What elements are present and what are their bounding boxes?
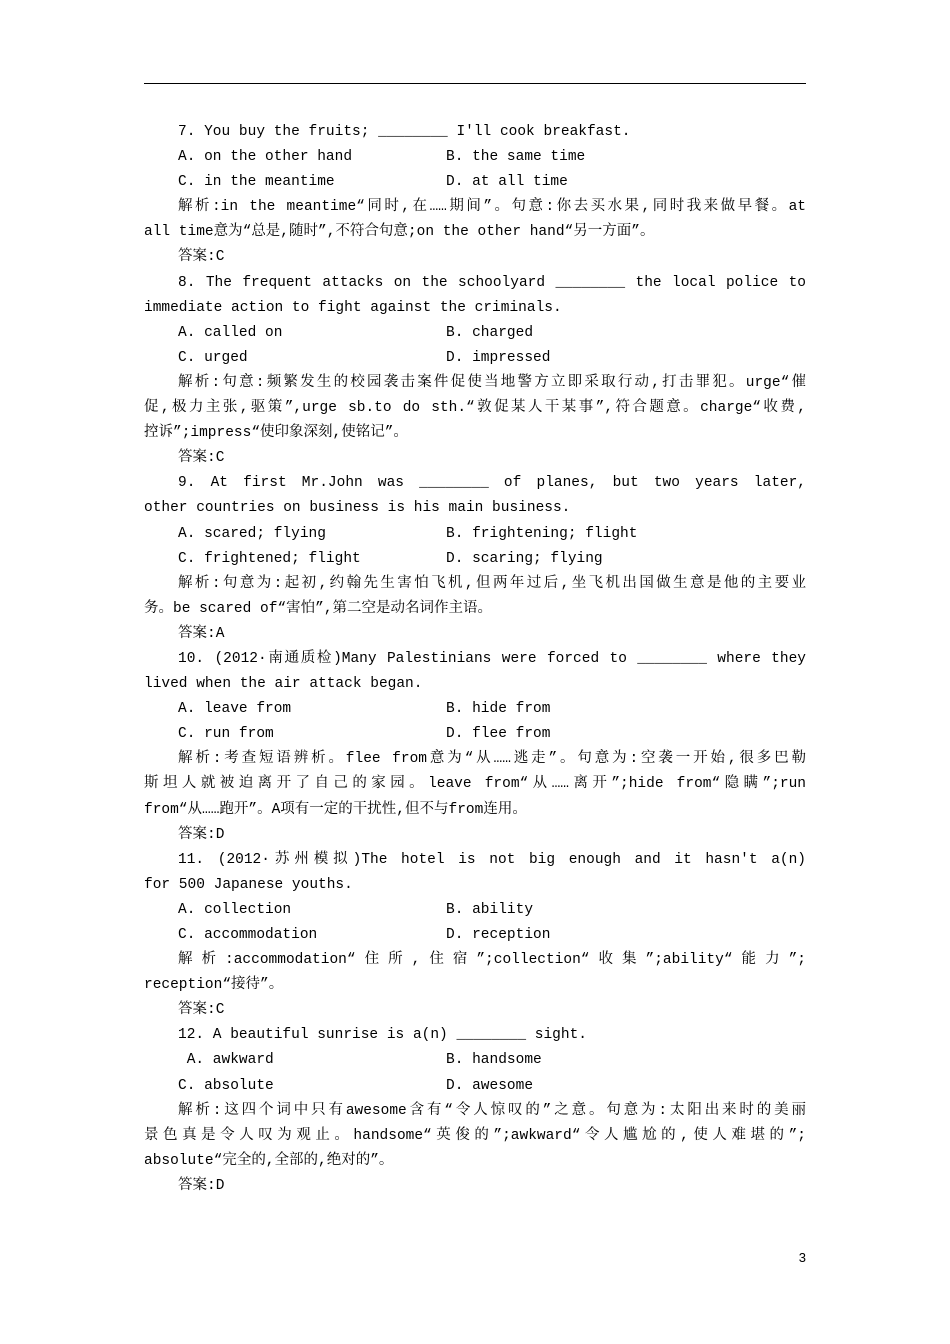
analysis-line: 务。be scared of“害怕”,第二空是动名词作主语。 [144, 600, 493, 617]
option-a: A. called on [178, 324, 283, 341]
answer-line: 答案:C [178, 249, 225, 266]
option-d: D. reception [446, 927, 551, 943]
options-row [144, 1048, 806, 1073]
page-number: 3 [798, 1250, 806, 1265]
question-12 [144, 1023, 806, 1199]
question-stem: 7. You buy the fruits; ________ I'll cook breakfast. [178, 124, 631, 140]
analysis-line: absolute“完全的,全部的,绝对的”。 [144, 1152, 394, 1169]
option-a: A. collection [178, 901, 292, 918]
option-b: B. handsome [446, 1052, 542, 1069]
question-stem: 10. (2012·南通质检)Many Palestinians were forced to ________ where they [178, 650, 806, 667]
options-row [144, 923, 806, 948]
option-b: B. ability [446, 901, 534, 918]
analysis-line: 斯坦人就被迫离开了自己的家园。leave from“从……离开”;hide from“隐瞒”;run [144, 776, 806, 793]
options-row [144, 697, 806, 722]
option-b: B. hide from [446, 701, 551, 718]
options-row [144, 547, 806, 572]
analysis-line: 促,极力主张,驱策”,urge sb.to do sth.“敦促某人干某事”,符合题意。charge“收费, [144, 400, 806, 417]
option-d: D. flee from [446, 726, 551, 743]
option-c: C. accommodation [178, 927, 318, 943]
question-stem: 9. At first Mr.John was ________ of planes, but two years later, [178, 475, 806, 492]
options-row [144, 722, 806, 747]
analysis-line: 控诉”;impress“使印象深刻,使铭记”。 [144, 425, 408, 442]
analysis-line: 解析:accommodation“住所,住宿”;collection“收集”;ability“能力”; [178, 952, 806, 969]
analysis-line: 解析:这四个词中只有awesome含有“令人惊叹的”之意。句意为:太阳出来时的美丽 [178, 1102, 806, 1119]
question-9 [144, 471, 806, 647]
option-b: B. frightening; flight [446, 525, 638, 542]
question-stem: 12. A beautiful sunrise is a(n) ________ sight. [178, 1027, 587, 1044]
options-row [144, 346, 806, 371]
option-b: B. charged [446, 324, 534, 341]
option-b: B. the same time [446, 149, 586, 166]
option-c: C. frightened; flight [178, 550, 361, 567]
analysis-line: from“从……跑开”。A项有一定的干扰性,但不与from连用。 [144, 801, 527, 818]
option-a: A. awkward [178, 1052, 274, 1069]
answer-line: 答案:C [178, 450, 225, 467]
option-d: D. at all time [446, 174, 568, 191]
answer-line: 答案:D [178, 826, 225, 843]
option-d: D. awesome [446, 1077, 534, 1094]
answer-line: 答案:C [178, 1002, 225, 1019]
analysis-line: 解析:句意:频繁发生的校园袭击案件促使当地警方立即采取行动,打击罪犯。urge“催 [178, 374, 806, 391]
option-c: C. run from [178, 726, 274, 743]
analysis-line: reception“接待”。 [144, 977, 284, 994]
analysis-line: 解析:in the meantime“同时,在……期间”。句意:你去买水果,同时我来做早餐。at [178, 199, 806, 216]
option-c: C. urged [178, 349, 248, 366]
options-row [144, 170, 806, 195]
question-stem: other countries on business is his main business. [144, 500, 571, 517]
question-stem: for 500 Japanese youths. [144, 876, 353, 893]
question-7 [144, 120, 806, 271]
options-row [144, 522, 806, 547]
question-8 [144, 271, 806, 472]
analysis-line: 景色真是令人叹为观止。handsome“英俊的”;awkward“令人尴尬的,使人难堪的”; [144, 1127, 806, 1144]
answer-line: 答案:A [178, 625, 225, 642]
option-a: A. scared; flying [178, 525, 326, 542]
answer-line: 答案:D [178, 1177, 225, 1194]
option-c: C. absolute [178, 1077, 274, 1094]
option-d: D. impressed [446, 349, 551, 366]
analysis-line: 解析:句意为:起初,约翰先生害怕飞机,但两年过后,坐飞机出国做生意是他的主要业 [178, 575, 806, 592]
question-stem: lived when the air attack began. [144, 676, 423, 693]
question-stem: immediate action to fight against the criminals. [144, 299, 562, 316]
analysis-line: 解析:考查短语辨析。flee from意为“从……逃走”。句意为:空袭一开始,很多巴勒 [178, 751, 806, 768]
option-d: D. scaring; flying [446, 550, 603, 567]
options-row [144, 898, 806, 923]
option-a: A. leave from [178, 701, 292, 718]
question-11 [144, 848, 806, 1024]
question-stem: 11. (2012·苏州模拟)The hotel is not big enough and it hasn't a(n) [178, 851, 806, 868]
header-rule [144, 83, 806, 84]
option-a: A. on the other hand [178, 149, 353, 166]
options-row [144, 321, 806, 346]
question-stem: 8. The frequent attacks on the schoolyard ________ the local police to [178, 274, 806, 291]
question-10 [144, 647, 806, 848]
options-row [144, 1074, 806, 1099]
exercise-content [144, 120, 806, 1199]
options-row [144, 145, 806, 170]
option-c: C. in the meantime [178, 174, 335, 191]
analysis-line: all time意为“总是,随时”,不符合句意;on the other hand“另一方面”。 [144, 224, 655, 241]
